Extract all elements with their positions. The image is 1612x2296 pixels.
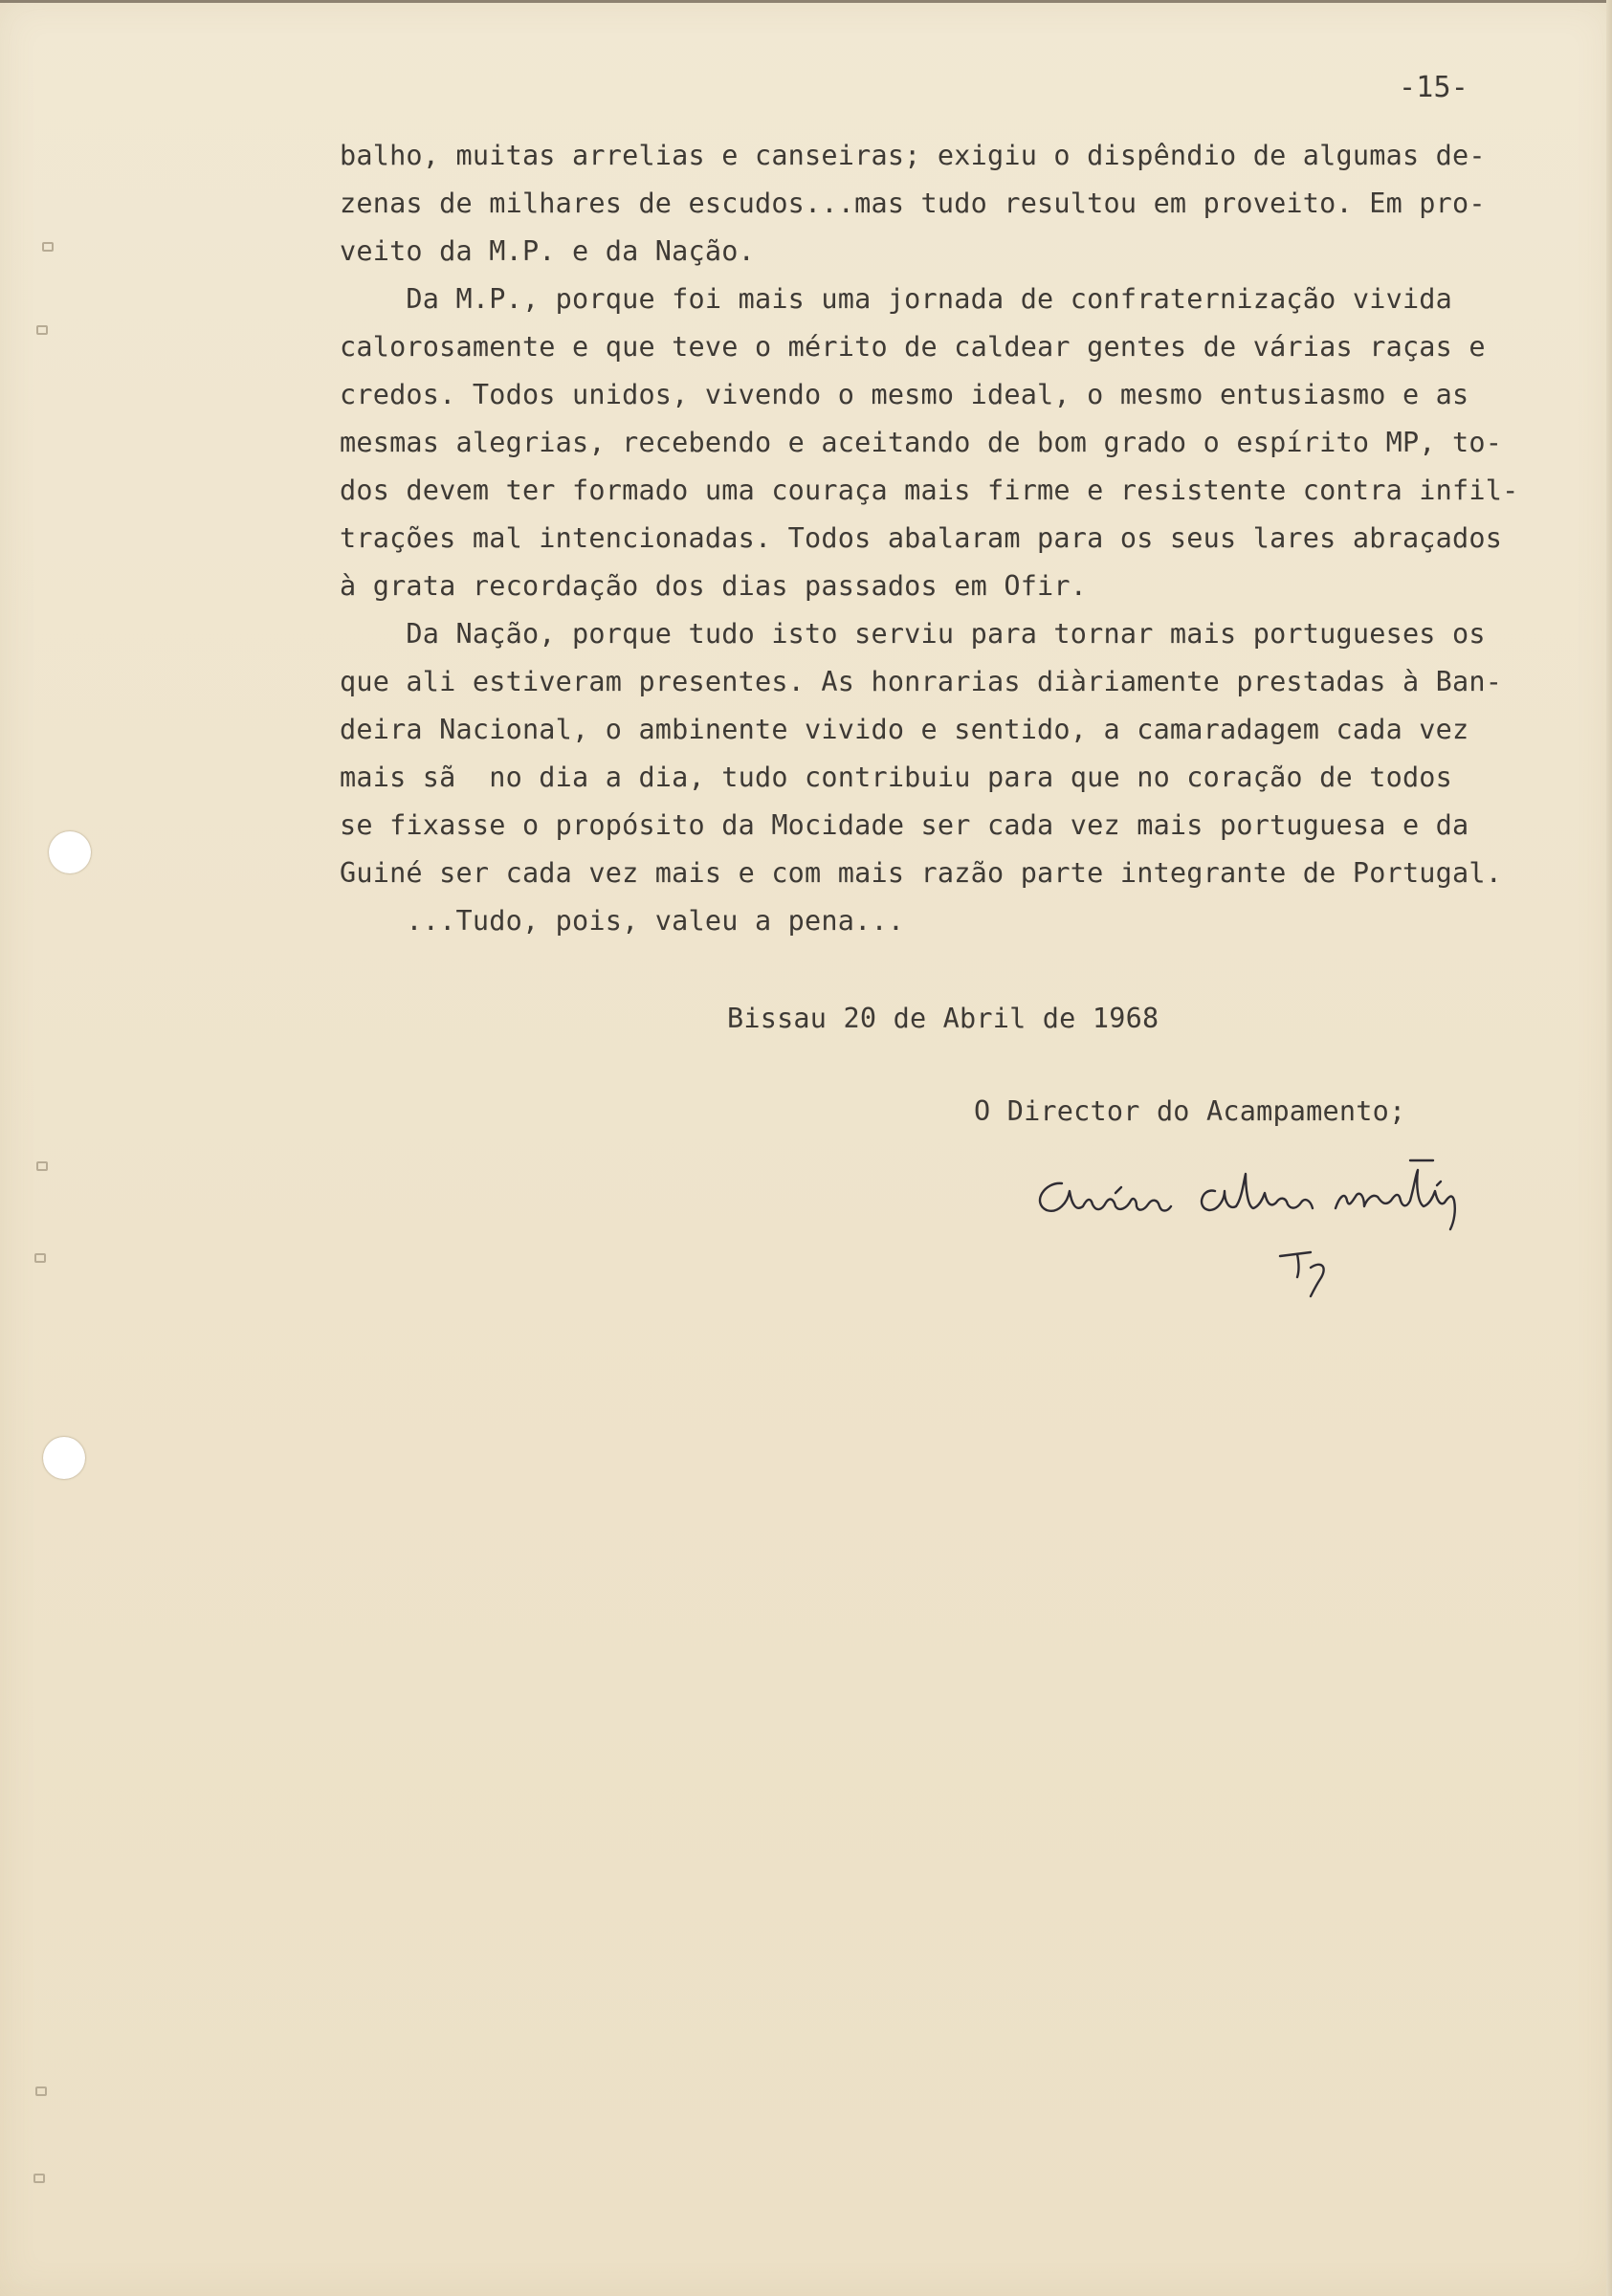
binding-mark <box>36 1161 48 1171</box>
body-line: Da M.P., porque foi mais uma jornada de confraternização vivida <box>340 283 1453 315</box>
page-number: -15- <box>1399 71 1469 104</box>
binding-mark <box>34 1253 46 1263</box>
body-line: trações mal intencionadas. Todos abalaram para os seus lares abraçados <box>340 522 1503 554</box>
body-line: balho, muitas arrelias e canseiras; exigiu o dispêndio de algumas de- <box>340 140 1486 171</box>
page-top-edge <box>0 0 1612 3</box>
body-line: zenas de milhares de escudos...mas tudo resultou em proveito. Em pro- <box>340 188 1486 219</box>
body-line: mais sã no dia a dia, tudo contribuiu para que no coração de todos <box>340 762 1453 793</box>
body-line: mesmas alegrias, recebendo e aceitando de bom grado o espírito MP, to- <box>340 427 1503 458</box>
body-line: veito da M.P. e da Nação. <box>340 235 755 267</box>
body-line: ...Tudo, pois, valeu a pena... <box>340 905 905 937</box>
binding-mark <box>42 242 54 252</box>
binding-mark <box>33 2174 45 2183</box>
body-line: Da Nação, porque tudo isto serviu para tornar mais portugueses os <box>340 618 1486 650</box>
body-line: que ali estiveram presentes. As honrarias diàriamente prestadas à Ban- <box>340 666 1503 697</box>
page-right-edge <box>1606 0 1612 2296</box>
binding-mark <box>35 2086 47 2096</box>
binding-mark <box>36 325 48 335</box>
closing-title: O Director do Acampamento; <box>974 1095 1406 1127</box>
punch-hole-lower <box>43 1437 85 1479</box>
body-line: credos. Todos unidos, vivendo o mesmo ideal, o mesmo entusiasmo e as <box>340 379 1469 410</box>
body-line: se fixasse o propósito da Mocidade ser cada vez mais portuguesa e da <box>340 809 1469 841</box>
body-line: calorosamente e que teve o mérito de caldear gentes de várias raças e <box>340 331 1486 363</box>
body-line: dos devem ter formado uma couraça mais firme e resistente contra infil- <box>340 475 1519 506</box>
body-text <box>340 132 1602 945</box>
punch-hole-upper <box>49 831 91 873</box>
body-line: deira Nacional, o ambinente vivido e sentido, a camaradagem cada vez <box>340 714 1469 745</box>
body-line: à grata recordação dos dias passados em Ofir. <box>340 570 1088 602</box>
body-line: Guiné ser cada vez mais e com mais razão parte integrante de Portugal. <box>340 857 1503 889</box>
place-date: Bissau 20 de Abril de 1968 <box>727 1003 1159 1034</box>
handwritten-signature <box>1024 1153 1483 1306</box>
